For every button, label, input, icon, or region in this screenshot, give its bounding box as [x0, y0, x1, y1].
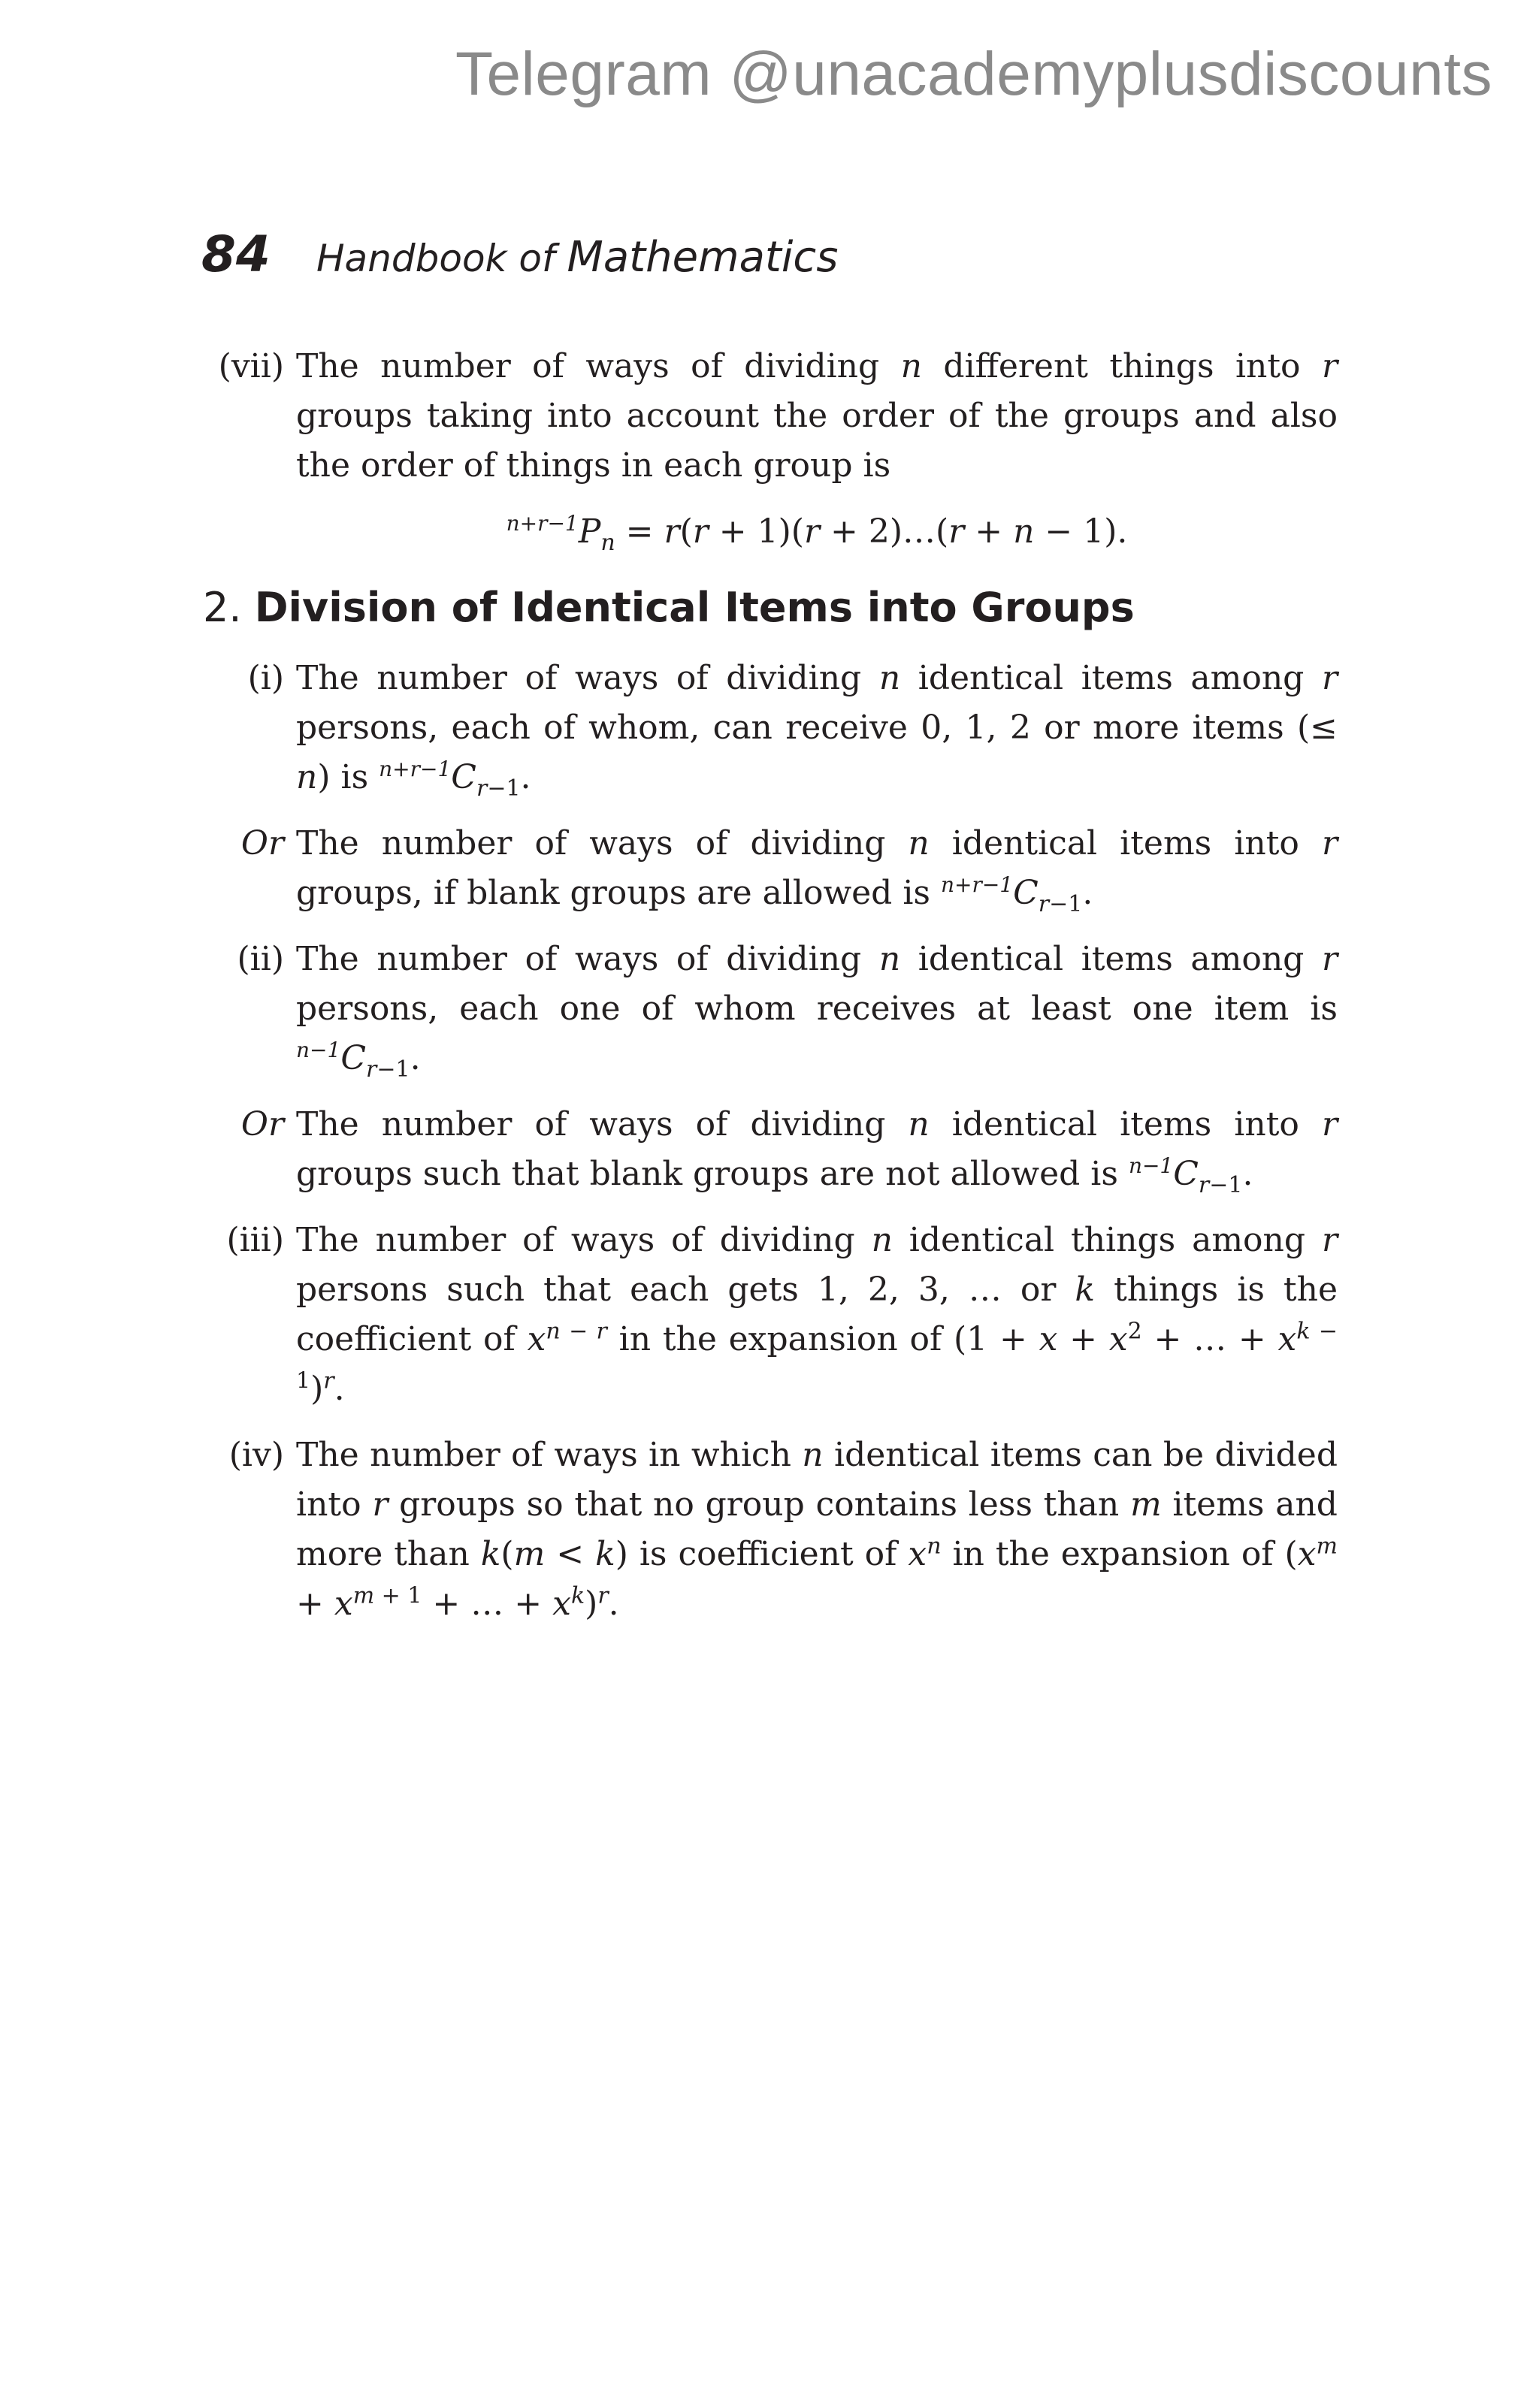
watermark: Telegram @unacademyplusdiscounts [455, 40, 1492, 108]
item-text: The number of ways of dividing n identical things among r persons such that each gets 1, 2, 3, … or k things is the coefficient of $x^{n - r}$ in the expansion of ($1 + x + x^2$ + … + $x^{k - 1})^r$. [296, 1221, 1338, 1408]
item-marker: (i) [247, 659, 284, 697]
list-item-iv [195, 1431, 1338, 1629]
item-text: The number of ways of dividing n different things into r groups taking into account the order of the groups and also the order of things in each group is [296, 347, 1338, 485]
formula-permutation: $^{n+r-1}P_n = r(r + 1)(r$ + 2)…(r + n − 1). [506, 511, 1128, 556]
page-number: 84 [201, 225, 271, 283]
item-marker: (ii) [237, 940, 284, 978]
item-text: The number of ways of dividing n identical items among r persons, each one of whom receives at least one item is $^{n-1}C_{r-1}$. [296, 940, 1338, 1083]
list-item-iii [195, 1216, 1338, 1414]
section-heading [203, 584, 1338, 631]
item-text: The number of ways of dividing n identical items among r persons, each of whom, can receive 0, 1, 2 or more items (≤ n) is $^{n+r-1}C_{r-1}$. [296, 659, 1338, 802]
item-text: The number of ways of dividing n identical items into r groups such that blank groups are not allowed is $^{n-1}C_{r-1}$. [296, 1105, 1338, 1198]
list-item-ii [195, 935, 1338, 1083]
item-marker: (iii) [226, 1221, 284, 1259]
section-number: 2. [203, 584, 242, 631]
list-item-i [195, 654, 1338, 802]
item-text: The number of ways of dividing n identical items into r groups, if blank groups are allowed is $^{n+r-1}C_{r-1}$. [296, 824, 1338, 917]
section-title: Division of Identical Items into Groups [254, 584, 1135, 631]
list-item-vii [195, 342, 1338, 491]
book-title [316, 233, 839, 282]
page-content [195, 342, 1338, 1645]
item-marker: (iv) [228, 1436, 284, 1474]
book-title-prefix: Handbook of [316, 237, 555, 280]
item-marker: Or [240, 1105, 284, 1144]
item-marker: (vii) [218, 347, 284, 385]
page-header [201, 225, 838, 283]
item-text: The number of ways in which n identical items can be divided into r groups so that no group contains less than m items and more than k(m < k) is coefficient of $x^n$ in the expansion of ($x^m + x^{m + 1}$ + … + $x^k)^r$. [296, 1436, 1338, 1623]
book-title-main: Mathematics [567, 233, 839, 282]
list-item-or-2 [195, 1100, 1338, 1199]
list-item-or-1 [195, 819, 1338, 918]
item-marker: Or [240, 824, 284, 863]
